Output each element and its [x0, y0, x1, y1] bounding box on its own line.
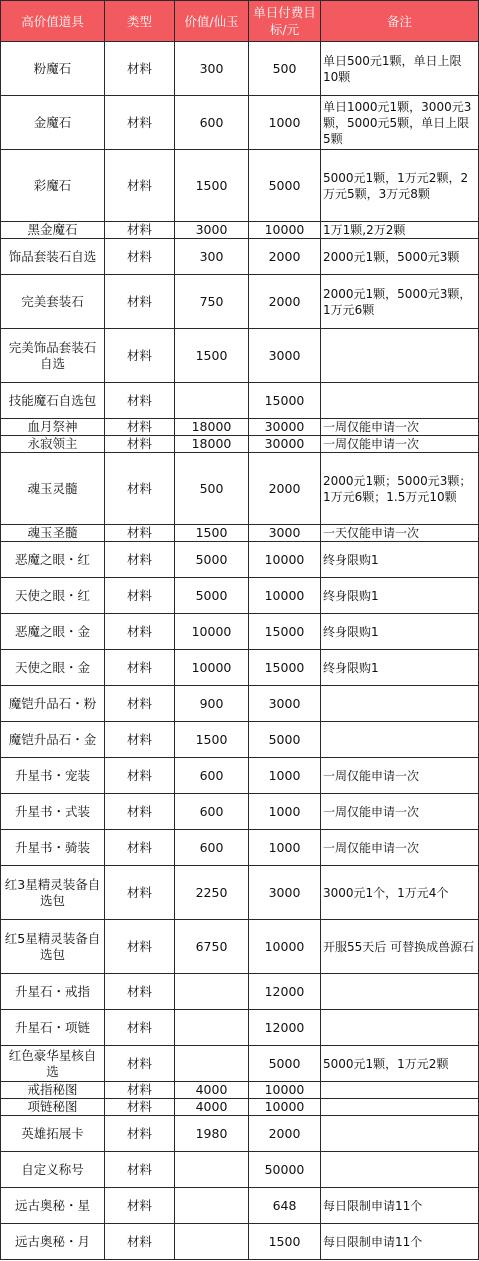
cell-note: 单日500元1颗，单日上限10颗: [321, 42, 479, 96]
cell-value: [175, 1046, 249, 1082]
cell-value: 5000: [175, 542, 249, 578]
cell-type: 材料: [105, 974, 175, 1010]
cell-item: 升星书・骑装: [1, 830, 105, 866]
cell-item: 升星石・戒指: [1, 974, 105, 1010]
cell-note: 终身限购1: [321, 650, 479, 686]
cell-note: 每日限制申请11个: [321, 1224, 479, 1260]
table-header-row: [1, 1, 479, 42]
cell-value: [175, 383, 249, 419]
cell-target: 2000: [249, 275, 321, 329]
cell-value: 2250: [175, 866, 249, 920]
cell-item: 远古奥秘・星: [1, 1188, 105, 1224]
cell-note: [321, 1099, 479, 1116]
cell-value: 4000: [175, 1099, 249, 1116]
cell-target: 10000: [249, 1099, 321, 1116]
table-row: [1, 920, 479, 974]
cell-type: 材料: [105, 1010, 175, 1046]
cell-value: 6750: [175, 920, 249, 974]
table-body: [1, 42, 479, 1260]
table-row: [1, 578, 479, 614]
cell-value: 10000: [175, 650, 249, 686]
cell-type: 材料: [105, 794, 175, 830]
cell-note: [321, 1082, 479, 1099]
cell-value: 600: [175, 794, 249, 830]
cell-note: 终身限购1: [321, 614, 479, 650]
table-row: [1, 614, 479, 650]
cell-item: 自定义称号: [1, 1152, 105, 1188]
cell-note: [321, 329, 479, 383]
cell-item: 彩魔石: [1, 150, 105, 222]
cell-target: 12000: [249, 974, 321, 1010]
cell-target: 3000: [249, 329, 321, 383]
cell-target: 5000: [249, 722, 321, 758]
cell-item: 项链秘图: [1, 1099, 105, 1116]
cell-target: 5000: [249, 150, 321, 222]
cell-value: 10000: [175, 614, 249, 650]
table-row: [1, 383, 479, 419]
cell-note: 一周仅能申请一次: [321, 794, 479, 830]
cell-type: 材料: [105, 419, 175, 436]
table-row: [1, 1010, 479, 1046]
header-note: 备注: [321, 1, 479, 42]
cell-note: [321, 974, 479, 1010]
cell-value: 1500: [175, 150, 249, 222]
cell-item: 红色豪华星核自选: [1, 1046, 105, 1082]
cell-item: 天使之眼・红: [1, 578, 105, 614]
table-row: [1, 686, 479, 722]
cell-note: 一周仅能申请一次: [321, 758, 479, 794]
cell-type: 材料: [105, 436, 175, 453]
cell-item: 永寂领主: [1, 436, 105, 453]
cell-type: 材料: [105, 830, 175, 866]
cell-item: 红5星精灵装备自选包: [1, 920, 105, 974]
cell-target: 5000: [249, 1046, 321, 1082]
cell-note: 开服55天后 可替换成兽源石: [321, 920, 479, 974]
cell-target: 10000: [249, 578, 321, 614]
cell-value: 1500: [175, 722, 249, 758]
cell-type: 材料: [105, 722, 175, 758]
cell-value: 750: [175, 275, 249, 329]
cell-note: [321, 686, 479, 722]
cell-type: 材料: [105, 329, 175, 383]
cell-note: 一周仅能申请一次: [321, 436, 479, 453]
cell-item: 英雄拓展卡: [1, 1116, 105, 1152]
cell-type: 材料: [105, 1082, 175, 1099]
cell-value: 1500: [175, 329, 249, 383]
table-row: [1, 794, 479, 830]
cell-value: 600: [175, 758, 249, 794]
cell-note: 2000元1颗，5000元3颗: [321, 239, 479, 275]
cell-target: 15000: [249, 383, 321, 419]
cell-type: 材料: [105, 222, 175, 239]
cell-value: 300: [175, 42, 249, 96]
cell-target: 10000: [249, 920, 321, 974]
cell-target: 500: [249, 42, 321, 96]
cell-type: 材料: [105, 239, 175, 275]
header-value: 价值/仙玉: [175, 1, 249, 42]
table-row: [1, 96, 479, 150]
table-row: [1, 758, 479, 794]
cell-item: 升星石・项链: [1, 1010, 105, 1046]
table-row: [1, 1116, 479, 1152]
table-row: [1, 222, 479, 239]
header-target: 单日付费目标/元: [249, 1, 321, 42]
table-row: [1, 722, 479, 758]
cell-value: 600: [175, 96, 249, 150]
cell-note: [321, 1010, 479, 1046]
cell-target: 12000: [249, 1010, 321, 1046]
cell-target: 15000: [249, 614, 321, 650]
cell-target: 2000: [249, 239, 321, 275]
cell-type: 材料: [105, 96, 175, 150]
cell-note: 5000元1颗，1万元2颗，2万元5颗，3万元8颗: [321, 150, 479, 222]
table-row: [1, 1082, 479, 1099]
table-row: [1, 974, 479, 1010]
cell-type: 材料: [105, 866, 175, 920]
table-row: [1, 453, 479, 525]
cell-value: [175, 1224, 249, 1260]
table-row: [1, 1046, 479, 1082]
cell-note: 2000元1颗，5000元3颗，1万元6颗: [321, 275, 479, 329]
cell-target: 30000: [249, 436, 321, 453]
cell-type: 材料: [105, 920, 175, 974]
cell-item: 升星书・式装: [1, 794, 105, 830]
table-row: [1, 1224, 479, 1260]
cell-note: [321, 1152, 479, 1188]
cell-item: 血月祭神: [1, 419, 105, 436]
cell-target: 648: [249, 1188, 321, 1224]
cell-item: 完美饰品套装石自选: [1, 329, 105, 383]
cell-item: 金魔石: [1, 96, 105, 150]
cell-type: 材料: [105, 525, 175, 542]
cell-item: 技能魔石自选包: [1, 383, 105, 419]
cell-note: 单日1000元1颗，3000元3颗，5000元5颗，单日上限5颗: [321, 96, 479, 150]
cell-target: 3000: [249, 866, 321, 920]
cell-type: 材料: [105, 1046, 175, 1082]
cell-target: 1000: [249, 96, 321, 150]
cell-item: 魂玉灵髓: [1, 453, 105, 525]
cell-target: 3000: [249, 525, 321, 542]
cell-item: 戒指秘图: [1, 1082, 105, 1099]
cell-value: [175, 1188, 249, 1224]
cell-type: 材料: [105, 1224, 175, 1260]
cell-item: 红3星精灵装备自选包: [1, 866, 105, 920]
cell-value: 600: [175, 830, 249, 866]
table-row: [1, 239, 479, 275]
cell-note: 一周仅能申请一次: [321, 419, 479, 436]
cell-type: 材料: [105, 42, 175, 96]
cell-note: [321, 722, 479, 758]
cell-value: 3000: [175, 222, 249, 239]
cell-type: 材料: [105, 1152, 175, 1188]
cell-value: 4000: [175, 1082, 249, 1099]
cell-note: 3000元1个，1万元4个: [321, 866, 479, 920]
cell-value: [175, 1152, 249, 1188]
cell-target: 15000: [249, 650, 321, 686]
cell-target: 30000: [249, 419, 321, 436]
cell-note: 2000元1颗；5000元3颗；1万元6颗；1.5万元10颗: [321, 453, 479, 525]
cell-target: 50000: [249, 1152, 321, 1188]
cell-item: 完美套装石: [1, 275, 105, 329]
header-type: 类型: [105, 1, 175, 42]
table-row: [1, 419, 479, 436]
table-row: [1, 1099, 479, 1116]
cell-type: 材料: [105, 1099, 175, 1116]
cell-type: 材料: [105, 542, 175, 578]
table-row: [1, 1188, 479, 1224]
cell-target: 2000: [249, 1116, 321, 1152]
cell-type: 材料: [105, 650, 175, 686]
cell-item: 升星书・宠装: [1, 758, 105, 794]
cell-type: 材料: [105, 686, 175, 722]
cell-type: 材料: [105, 614, 175, 650]
cell-item: 远古奥秘・月: [1, 1224, 105, 1260]
cell-target: 10000: [249, 542, 321, 578]
cell-item: 恶魔之眼・金: [1, 614, 105, 650]
cell-target: 1000: [249, 794, 321, 830]
table-row: [1, 150, 479, 222]
cell-target: 2000: [249, 453, 321, 525]
cell-item: 魔铠升品石・金: [1, 722, 105, 758]
cell-note: 终身限购1: [321, 578, 479, 614]
cell-value: 1500: [175, 525, 249, 542]
table-row: [1, 1152, 479, 1188]
cell-value: 5000: [175, 578, 249, 614]
cell-note: 一天仅能申请一次: [321, 525, 479, 542]
cell-value: 500: [175, 453, 249, 525]
cell-type: 材料: [105, 758, 175, 794]
cell-type: 材料: [105, 150, 175, 222]
cell-target: 1000: [249, 758, 321, 794]
cell-value: 1980: [175, 1116, 249, 1152]
table-row: [1, 866, 479, 920]
table-row: [1, 275, 479, 329]
cell-target: 10000: [249, 1082, 321, 1099]
cell-type: 材料: [105, 275, 175, 329]
table-row: [1, 42, 479, 96]
cell-item: 黑金魔石: [1, 222, 105, 239]
table-row: [1, 329, 479, 383]
cell-note: 每日限制申请11个: [321, 1188, 479, 1224]
cell-note: 终身限购1: [321, 542, 479, 578]
cell-value: 900: [175, 686, 249, 722]
cell-type: 材料: [105, 453, 175, 525]
cell-note: [321, 1116, 479, 1152]
cell-item: 恶魔之眼・红: [1, 542, 105, 578]
table-row: [1, 436, 479, 453]
header-item: 高价值道具: [1, 1, 105, 42]
cell-value: 300: [175, 239, 249, 275]
table-row: [1, 830, 479, 866]
cell-type: 材料: [105, 1116, 175, 1152]
cell-item: 天使之眼・金: [1, 650, 105, 686]
cell-item: 魂玉圣髓: [1, 525, 105, 542]
cell-item: 魔铠升品石・粉: [1, 686, 105, 722]
cell-value: 18000: [175, 436, 249, 453]
cell-target: 10000: [249, 222, 321, 239]
cell-note: 5000元1颗，1万元2颗: [321, 1046, 479, 1082]
cell-target: 3000: [249, 686, 321, 722]
cell-note: 一周仅能申请一次: [321, 830, 479, 866]
cell-value: [175, 974, 249, 1010]
table-row: [1, 542, 479, 578]
table-row: [1, 650, 479, 686]
cell-note: [321, 383, 479, 419]
cell-value: 18000: [175, 419, 249, 436]
cell-value: [175, 1010, 249, 1046]
cell-type: 材料: [105, 383, 175, 419]
cell-item: 粉魔石: [1, 42, 105, 96]
cell-target: 1000: [249, 830, 321, 866]
cell-item: 饰品套装石自选: [1, 239, 105, 275]
cell-type: 材料: [105, 1188, 175, 1224]
cell-note: 1万1颗,2万2颗: [321, 222, 479, 239]
cell-target: 1500: [249, 1224, 321, 1260]
table-row: [1, 525, 479, 542]
cell-type: 材料: [105, 578, 175, 614]
